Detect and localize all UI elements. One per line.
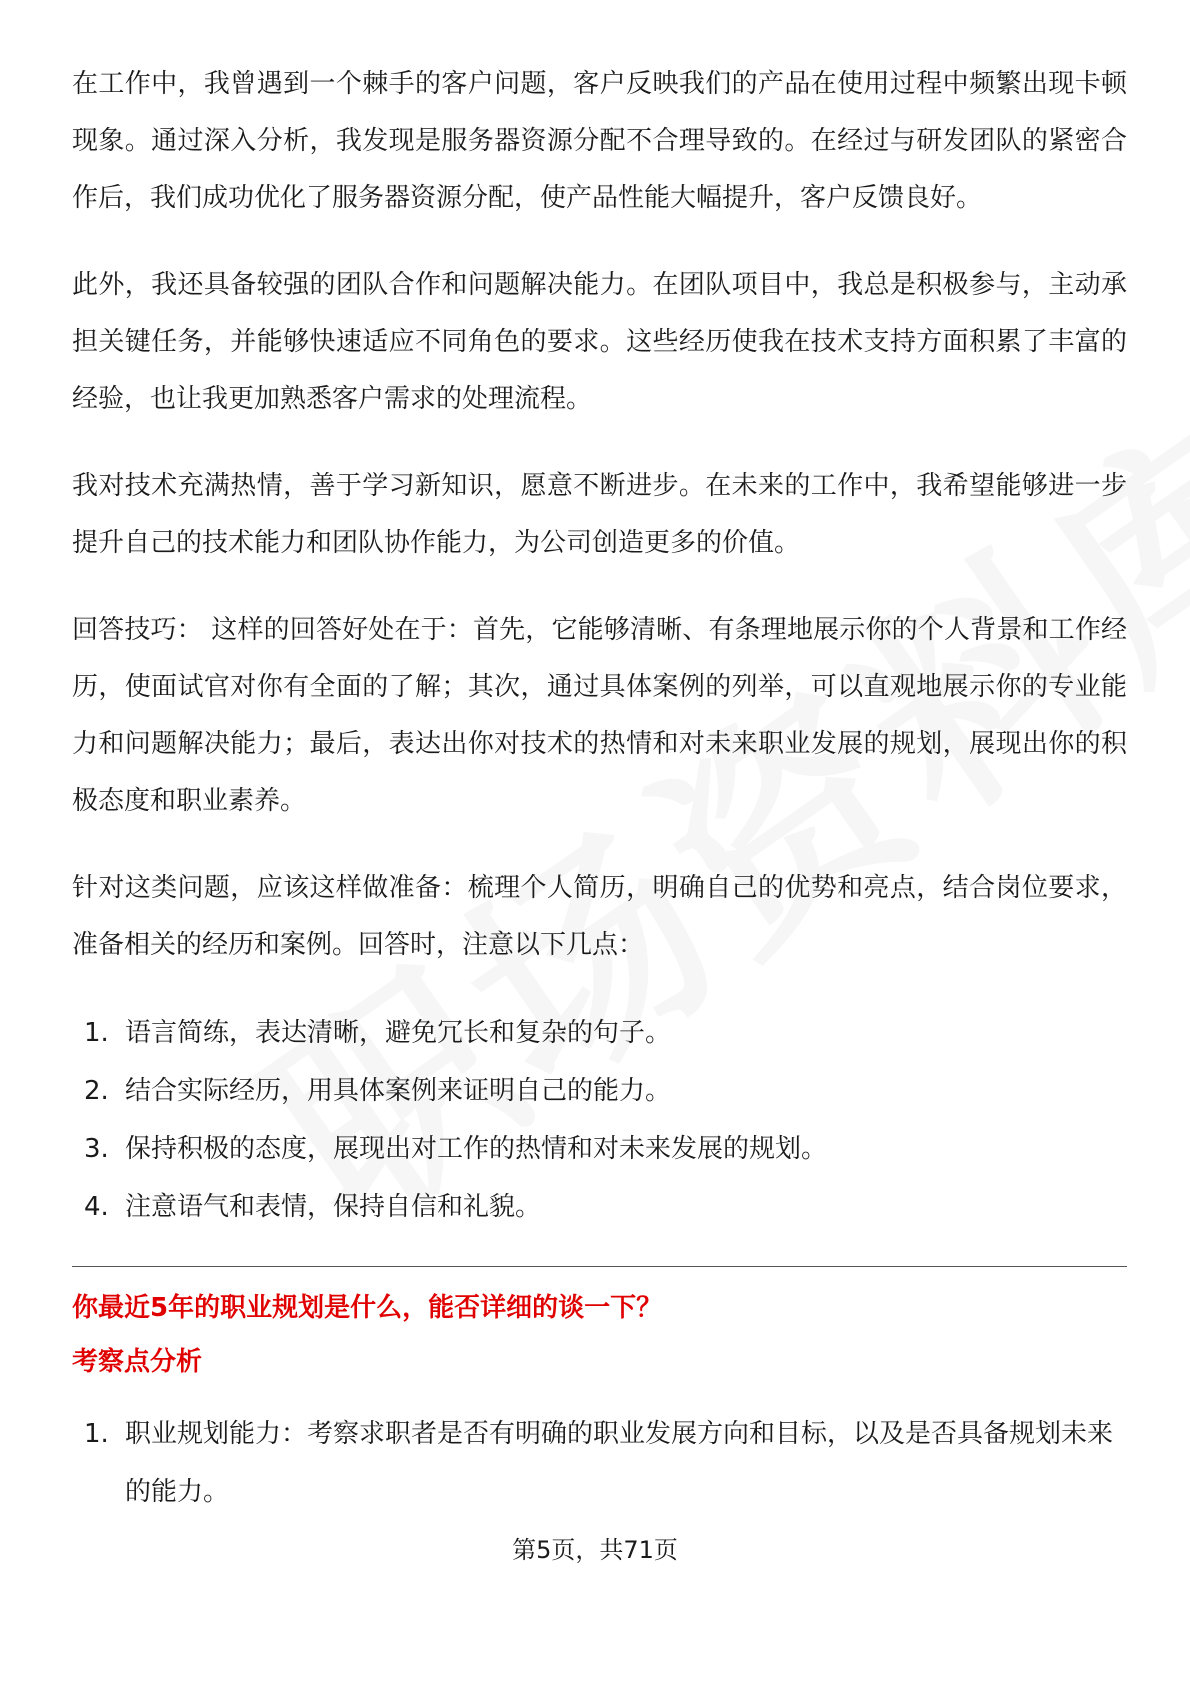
list-item <box>72 1120 1127 1178</box>
list-text: 结合实际经历，用具体案例来证明自己的能力。 <box>125 1076 672 1106</box>
list-item <box>72 1405 1127 1521</box>
list-number: 4. <box>84 1192 109 1222</box>
list-item <box>72 1178 1127 1236</box>
list-text: 保持积极的态度，展现出对工作的热情和对未来发展的规划。 <box>125 1134 828 1164</box>
paragraph-preparation: 针对这类问题，应该这样做准备：梳理个人简历，明确自己的优势和亮点，结合岗位要求，准备相关的经历和案例。回答时，注意以下几点： <box>72 873 1127 960</box>
list-number: 1. <box>84 1419 109 1449</box>
paragraph-passion: 我对技术充满热情，善于学习新知识，愿意不断进步。在未来的工作中，我希望能够进一步提升自己的技术能力和团队协作能力，为公司创造更多的价值。 <box>72 471 1127 558</box>
question-heading: 你最近5年的职业规划是什么，能否详细的谈一下？ <box>72 1293 663 1323</box>
tips-list <box>72 1004 1127 1236</box>
analysis-list <box>72 1405 1127 1521</box>
list-item <box>72 1062 1127 1120</box>
paragraph-teamwork: 此外，我还具备较强的团队合作和问题解决能力。在团队项目中，我总是积极参与，主动承担关键任务，并能够快速适应不同角色的要求。这些经历使我在技术支持方面积累了丰富的经验，也让我更加熟悉客户需求的处理流程。 <box>72 270 1127 414</box>
paragraph-case-example: 在工作中，我曾遇到一个棘手的客户问题，客户反映我们的产品在使用过程中频繁出现卡顿现象。通过深入分析，我发现是服务器资源分配不合理导致的。在经过与研发团队的紧密合作后，我们成功优化了服务器资源分配，使产品性能大幅提升，客户反馈良好。 <box>72 69 1127 213</box>
list-item <box>72 1004 1127 1062</box>
list-number: 1. <box>84 1018 109 1048</box>
list-text: 语言简练，表达清晰，避免冗长和复杂的句子。 <box>125 1018 672 1048</box>
paragraph-answer-tips: 回答技巧： 这样的回答好处在于：首先，它能够清晰、有条理地展示你的个人背景和工作经历，使面试官对你有全面的了解；其次，通过具体案例的列举，可以直观地展示你的专业能力和问题解决能力；最后，表达出你对技术的热情和对未来职业发展的规划，展现出你的积极态度和职业素养。 <box>72 615 1127 816</box>
page-footer: 第5页，共71页 <box>512 1536 678 1564</box>
list-text: 注意语气和表情，保持自信和礼貌。 <box>125 1192 542 1222</box>
document-body <box>72 56 1127 1547</box>
analysis-heading: 考察点分析 <box>72 1347 203 1377</box>
list-text: 职业规划能力：考察求职者是否有明确的职业发展方向和目标，以及是否具备规划未来的能力。 <box>125 1419 1114 1507</box>
list-number: 2. <box>84 1076 109 1106</box>
list-number: 3. <box>84 1134 109 1164</box>
section-divider <box>72 1266 1127 1267</box>
